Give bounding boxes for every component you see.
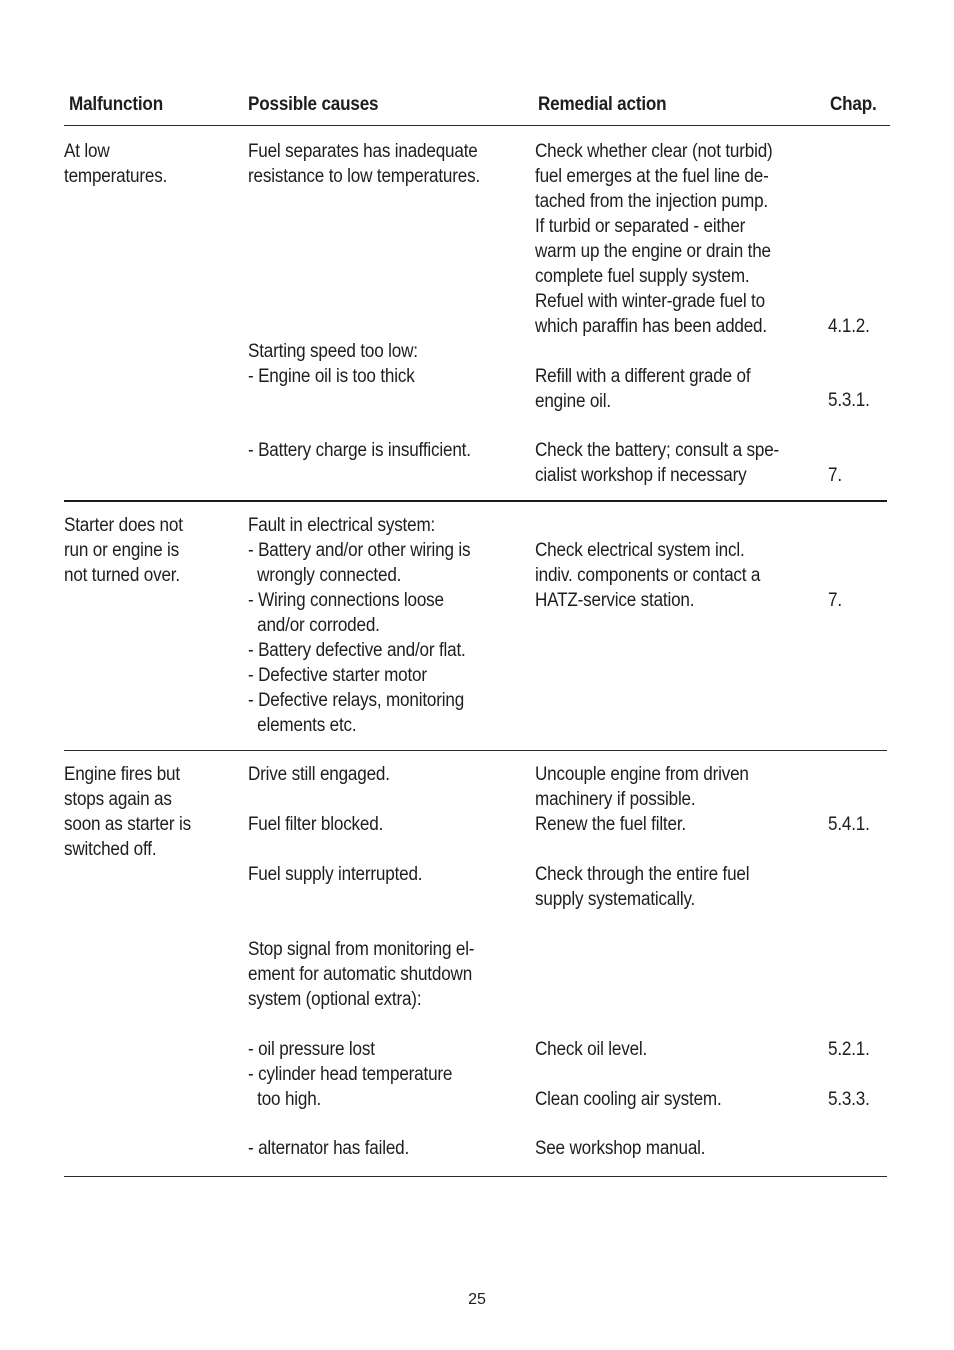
- row1-divider: [64, 500, 887, 502]
- row1-cause-3: - Battery charge is insufficient.: [248, 440, 471, 461]
- row3-action-5: See workshop manual.: [535, 1138, 706, 1159]
- row3-action-1: Uncouple engine from driven machinery if possible. Renew the fuel filter.: [535, 764, 749, 835]
- header-malfunction: Malfunction: [69, 94, 163, 115]
- row3-chapter-3: 5.3.3.: [828, 1089, 870, 1110]
- header-remedial-action: Remedial action: [538, 94, 667, 115]
- row1-cause-2: Starting speed too low: - Engine oil is too thick: [248, 341, 418, 387]
- row1-action-3: Check the battery; consult a spe- cialist workshop if necessary: [535, 440, 780, 486]
- row3-chapter-1: 5.4.1.: [828, 814, 870, 835]
- row1-action-1: Check whether clear (not turbid) fuel emerges at the fuel line de- tached from the injection pump. If turbid or separated - either warm up the engine or drain the complete fuel supply system. Refuel with winter-grade fuel to which paraffin has been added.: [535, 141, 773, 337]
- header-divider: [64, 125, 890, 126]
- row3-action-3: Check oil level.: [535, 1039, 648, 1060]
- row3-action-2: Check through the entire fuel supply systematically.: [535, 864, 750, 910]
- row2-divider: [64, 750, 887, 751]
- table-bottom-rule: [64, 1176, 887, 1177]
- page-number: 25: [468, 1291, 486, 1308]
- row1-chapter-2: 5.3.1.: [828, 390, 870, 411]
- row3-cause-2: Fuel filter blocked.: [248, 814, 384, 835]
- row2-cause-1: Fault in electrical system: - Battery and/or other wiring is wrongly connected. - Wiring connections loose and/or corroded. - Battery defective and/or flat. - Defective starter motor - Defective relays, monitoring elements etc.: [248, 515, 471, 736]
- row1-cause-1: Fuel separates has inadequate resistance to low temperatures.: [248, 141, 481, 187]
- row2-action-1: Check electrical system incl. indiv. components or contact a HATZ-service station.: [535, 540, 761, 611]
- row3-cause-6: - alternator has failed.: [248, 1138, 410, 1159]
- row2-chapter-1: 7.: [828, 590, 842, 611]
- row3-action-4: Clean cooling air system.: [535, 1089, 722, 1110]
- header-possible-causes: Possible causes: [248, 94, 379, 115]
- row3-malfunction: Engine fires but stops again as soon as starter is switched off.: [64, 764, 191, 860]
- row3-cause-5: - oil pressure lost - cylinder head temperature too high.: [248, 1039, 453, 1110]
- row1-malfunction: At low temperatures.: [64, 141, 168, 187]
- row3-cause-1: Drive still engaged.: [248, 764, 390, 785]
- row1-chapter-1: 4.1.2.: [828, 316, 870, 337]
- row3-cause-3: Fuel supply interrupted.: [248, 864, 423, 885]
- row1-action-2: Refill with a different grade of engine oil.: [535, 366, 751, 412]
- row2-malfunction: Starter does not run or engine is not turned over.: [64, 515, 183, 586]
- header-chapter: Chap.: [830, 94, 877, 115]
- row1-chapter-3: 7.: [828, 465, 842, 486]
- row3-chapter-2: 5.2.1.: [828, 1039, 870, 1060]
- row3-cause-4: Stop signal from monitoring el- ement for automatic shutdown system (optional extra):: [248, 939, 475, 1010]
